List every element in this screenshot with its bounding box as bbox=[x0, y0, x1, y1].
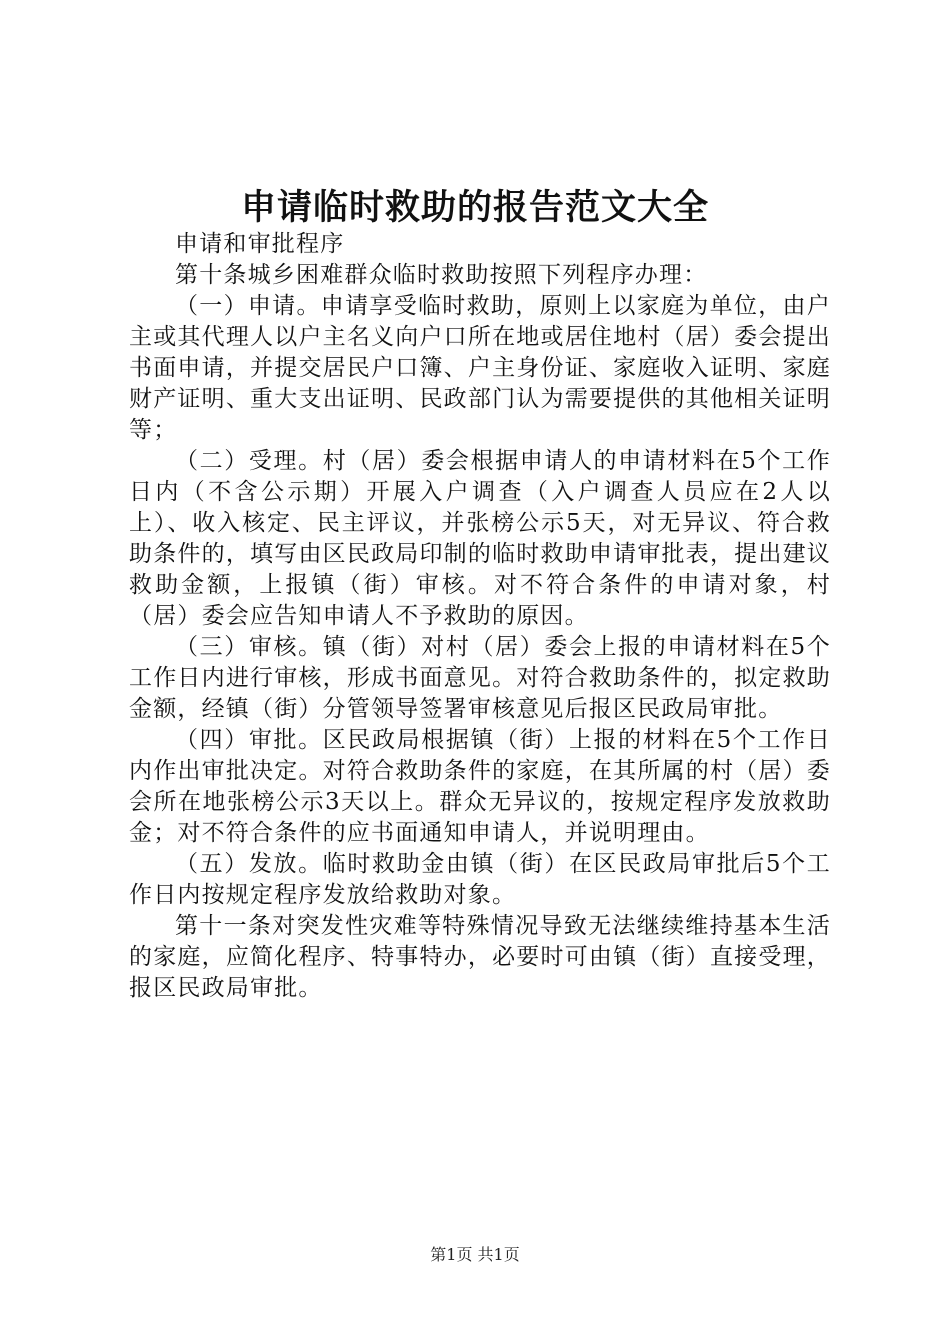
page-number-footer: 第1页 共1页 bbox=[430, 1245, 520, 1264]
section-heading: 申请和审批程序 bbox=[175, 231, 345, 257]
step-approval: （四）审批。区民政局根据镇（街）上报的材料在5个工作日内作出审批决定。对符合救助条件的家庭，在其所属的村（居）委会所在地张榜公示3天以上。群众无异议的，按规定程序发放救助金；对不符合条件的应书面通知申请人，并说明理由。 bbox=[129, 727, 831, 846]
step-review: （三）审核。镇（街）对村（居）委会上报的申请材料在5个工作日内进行审核，形成书面意见。对符合救助条件的，拟定救助金额，经镇（街）分管领导签署审核意见后报区民政局审批。 bbox=[129, 634, 831, 722]
step-disbursement: （五）发放。临时救助金由镇（街）在区民政局审批后5个工作日内按规定程序发放给救助对象。 bbox=[129, 851, 831, 908]
step-acceptance: （二）受理。村（居）委会根据申请人的申请材料在5个工作日内（不含公示期）开展入户调查（入户调查人员应在2人以上）、收入核定、民主评议，并张榜公示5天，对无异议、符合救助条件的，填写由区民政局印制的临时救助申请审批表，提出建议救助金额，上报镇（街）审核。对不符合条件的申请对象，村（居）委会应告知申请人不予救助的原因。 bbox=[129, 448, 831, 629]
document-title: 申请临时救助的报告范文大全 bbox=[240, 187, 709, 228]
article-10-intro: 第十条城乡困难群众临时救助按照下列程序办理： bbox=[175, 262, 708, 288]
document-body bbox=[129, 229, 831, 1004]
step-application: （一）申请。申请享受临时救助，原则上以家庭为单位，由户主或其代理人以户主名义向户口所在地或居住地村（居）委会提出书面申请，并提交居民户口簿、户主身份证、家庭收入证明、家庭财产证明、重大支出证明、民政部门认为需要提供的其他相关证明等； bbox=[129, 293, 831, 443]
article-11: 第十一条对突发性灾难等特殊情况导致无法继续维持基本生活的家庭，应简化程序、特事特办，必要时可由镇（街）直接受理，报区民政局审批。 bbox=[129, 913, 831, 1001]
